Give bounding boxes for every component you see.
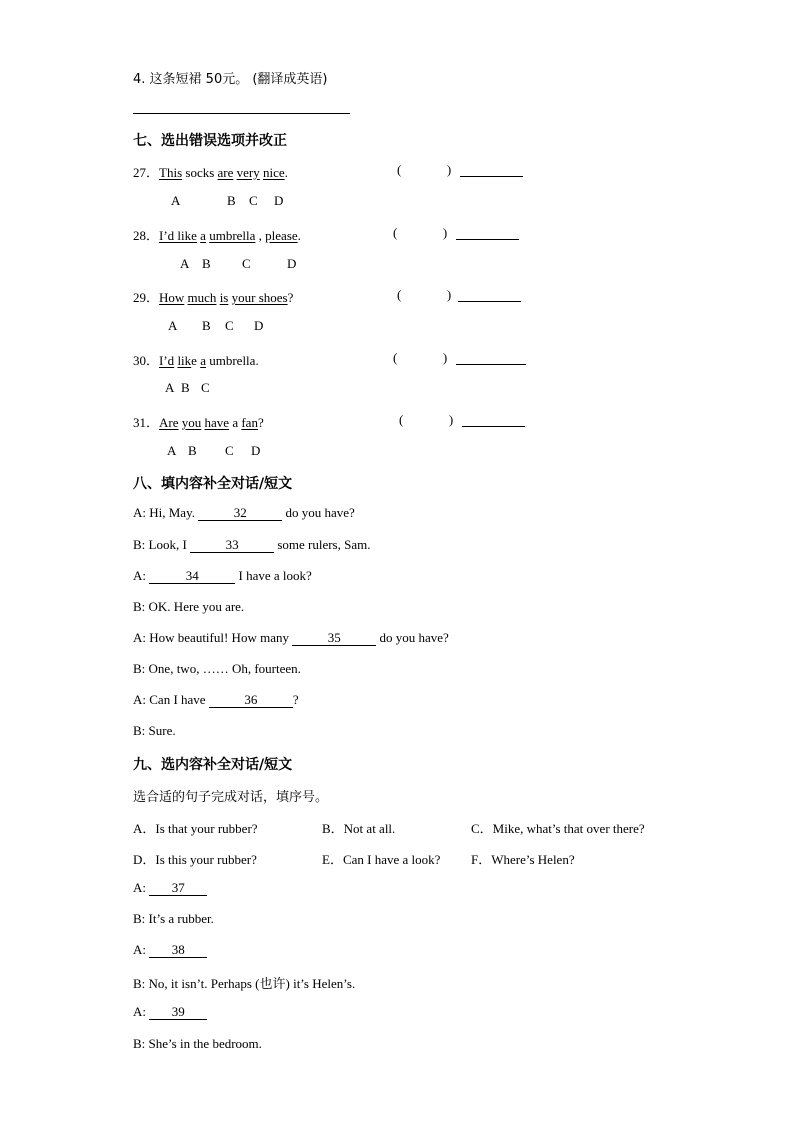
dialogue-line bbox=[133, 880, 207, 896]
sentence-text: ? bbox=[257, 415, 264, 430]
sentence-text: socks bbox=[185, 165, 215, 180]
underlined-word: nice bbox=[263, 165, 285, 180]
question-number: 31． bbox=[133, 415, 160, 430]
dialogue-text: some rulers, Sam. bbox=[274, 537, 371, 552]
fill-blank[interactable]: 35 bbox=[292, 631, 376, 646]
option-b: B．Not at all. bbox=[322, 821, 396, 836]
dialogue-text: B: OK. Here you are. bbox=[133, 599, 245, 614]
option-letter: D bbox=[287, 256, 297, 271]
section-9-title: 九、选内容补全对话/短文 bbox=[133, 757, 293, 773]
dialogue-text: A: bbox=[133, 942, 150, 957]
sentence-text: a bbox=[229, 415, 242, 430]
section-9-instruction: 选合适的句子完成对话，填序号。 bbox=[133, 790, 329, 805]
underlined-word: a bbox=[200, 353, 206, 368]
underlined-word: Are bbox=[159, 415, 179, 430]
option-letter: C bbox=[225, 443, 234, 458]
underlined-word: have bbox=[204, 415, 230, 430]
correction-line[interactable] bbox=[458, 301, 521, 302]
question-number: 28． bbox=[133, 228, 160, 243]
dialogue-line bbox=[133, 630, 449, 646]
underlined-word: very bbox=[236, 165, 260, 180]
underlined-word: I’d like bbox=[159, 228, 197, 243]
option-letter: A bbox=[165, 380, 175, 395]
dialogue-line bbox=[133, 1004, 207, 1020]
dialogue-text: ? bbox=[292, 692, 299, 707]
underlined-word: How bbox=[159, 290, 185, 305]
dialogue-text: B: Sure. bbox=[133, 723, 176, 738]
question-row bbox=[133, 287, 293, 306]
option-letter: B bbox=[202, 256, 211, 271]
dialogue-text: do you have? bbox=[282, 505, 355, 520]
answer-line[interactable] bbox=[133, 113, 350, 114]
dialogue-text: B: It’s a rubber. bbox=[133, 911, 214, 926]
section-7-title: 七、选出错误选项并改正 bbox=[133, 133, 287, 149]
option-f: F．Where’s Helen? bbox=[471, 852, 575, 867]
sentence-text: . bbox=[284, 165, 288, 180]
answer-parentheses[interactable]: ( ) bbox=[393, 225, 448, 240]
option-d: D．Is this your rubber? bbox=[133, 852, 257, 867]
option-letter: A bbox=[167, 443, 177, 458]
dialogue-line bbox=[133, 692, 299, 708]
underlined-word: This bbox=[159, 165, 183, 180]
option-letter: B bbox=[202, 318, 211, 333]
underlined-word: fan bbox=[241, 415, 258, 430]
underlined-word: much bbox=[187, 290, 217, 305]
dialogue-text: B: Look, I bbox=[133, 537, 191, 552]
correction-line[interactable] bbox=[456, 239, 519, 240]
option-e: E．Can I have a look? bbox=[322, 852, 441, 867]
underlined-word: is bbox=[219, 290, 229, 305]
fill-blank[interactable]: 32 bbox=[198, 506, 282, 521]
dialogue-text: A: Can I have bbox=[133, 692, 209, 707]
option-letter: D bbox=[251, 443, 261, 458]
underlined-word: you bbox=[181, 415, 202, 430]
dialogue-text: I have a look? bbox=[235, 568, 312, 583]
question-number: 30． bbox=[133, 353, 160, 368]
fill-blank[interactable]: 38 bbox=[149, 943, 207, 958]
option-letter: D bbox=[274, 193, 284, 208]
dialogue-text: do you have? bbox=[376, 630, 449, 645]
dialogue-text: A: Hi, May. bbox=[133, 505, 199, 520]
underlined-word: I’d bbox=[159, 353, 175, 368]
dialogue-line bbox=[133, 568, 312, 584]
option-letter: C bbox=[242, 256, 251, 271]
option-a: A．Is that your rubber? bbox=[133, 821, 258, 836]
option-letter: C bbox=[225, 318, 234, 333]
sentence-text: . bbox=[297, 228, 301, 243]
fill-blank[interactable]: 36 bbox=[209, 693, 293, 708]
question-4: 4. 这条短裙 50元。 (翻译成英语) bbox=[133, 72, 328, 87]
correction-line[interactable] bbox=[460, 176, 523, 177]
dialogue-text: A: How beautiful! How many bbox=[133, 630, 293, 645]
dialogue-line bbox=[133, 599, 244, 615]
dialogue-text: B: No, it isn’t. Perhaps (也许) it’s Helen’s. bbox=[133, 976, 356, 991]
option-letter: A bbox=[180, 256, 190, 271]
underlined-word: please bbox=[265, 228, 298, 243]
dialogue-line bbox=[133, 911, 214, 927]
sentence-text: umbrella. bbox=[205, 353, 259, 368]
answer-parentheses[interactable]: ( ) bbox=[397, 287, 452, 302]
question-row bbox=[133, 162, 288, 181]
underlined-word: lik bbox=[177, 353, 192, 368]
dialogue-line bbox=[133, 537, 370, 553]
underlined-word: are bbox=[217, 165, 234, 180]
question-row bbox=[133, 225, 301, 244]
answer-parentheses[interactable]: ( ) bbox=[393, 350, 448, 365]
correction-line[interactable] bbox=[462, 426, 525, 427]
dialogue-line bbox=[133, 1036, 262, 1052]
dialogue-text: B: One, two, …… Oh, fourteen. bbox=[133, 661, 301, 676]
underlined-word: a bbox=[200, 228, 206, 243]
option-letter: C bbox=[201, 380, 210, 395]
answer-parentheses[interactable]: ( ) bbox=[397, 162, 452, 177]
option-letter: B bbox=[227, 193, 236, 208]
dialogue-text: A: bbox=[133, 568, 150, 583]
option-letter: B bbox=[181, 380, 190, 395]
dialogue-text: B: She’s in the bedroom. bbox=[133, 1036, 262, 1051]
dialogue-line bbox=[133, 661, 301, 677]
question-row bbox=[133, 412, 264, 431]
dialogue-line bbox=[133, 973, 355, 992]
underlined-word: umbrella bbox=[209, 228, 256, 243]
question-row bbox=[133, 350, 259, 369]
option-c: C．Mike, what’s that over there? bbox=[471, 821, 645, 836]
correction-line[interactable] bbox=[456, 364, 526, 365]
dialogue-line bbox=[133, 942, 207, 958]
sentence-text: ? bbox=[287, 290, 294, 305]
option-letter: A bbox=[171, 193, 181, 208]
section-8-title: 八、填内容补全对话/短文 bbox=[133, 476, 293, 492]
option-letter: D bbox=[254, 318, 264, 333]
fill-blank[interactable]: 39 bbox=[149, 1005, 207, 1020]
answer-parentheses[interactable]: ( ) bbox=[399, 412, 454, 427]
sentence-text: , bbox=[255, 228, 266, 243]
option-letter: C bbox=[249, 193, 258, 208]
fill-blank[interactable]: 34 bbox=[149, 569, 235, 584]
underlined-word: your shoes bbox=[231, 290, 288, 305]
option-letter: A bbox=[168, 318, 178, 333]
sentence-text: e bbox=[191, 353, 201, 368]
dialogue-line bbox=[133, 505, 355, 521]
dialogue-text: A: bbox=[133, 1004, 150, 1019]
fill-blank[interactable]: 37 bbox=[149, 881, 207, 896]
dialogue-line bbox=[133, 723, 176, 739]
option-letter: B bbox=[188, 443, 197, 458]
question-number: 29． bbox=[133, 290, 160, 305]
dialogue-text: A: bbox=[133, 880, 150, 895]
fill-blank[interactable]: 33 bbox=[190, 538, 274, 553]
question-number: 27． bbox=[133, 165, 160, 180]
